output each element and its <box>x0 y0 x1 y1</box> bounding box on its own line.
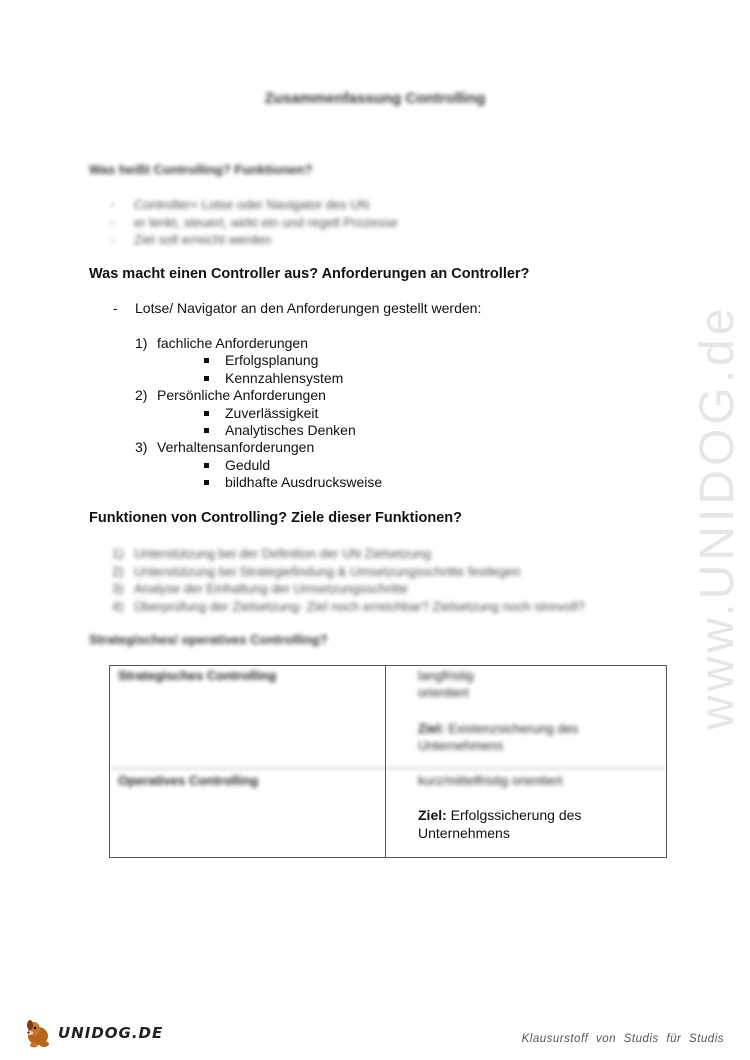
list-item: 3) Analyse der Einhaltung der Umsetzungsschritte <box>112 581 408 596</box>
table-cell: Unternehmens <box>418 825 510 841</box>
list-item: 1) fachliche Anforderungen <box>135 335 308 351</box>
bullet-icon <box>204 358 209 363</box>
list-item: - Controller= Lotse oder Navigator des UN <box>110 196 398 214</box>
intro-text: Lotse/ Navigator an den Anforderungen gestellt werden: <box>135 300 482 316</box>
list-item: 2) Persönliche Anforderungen <box>135 387 326 404</box>
list-item: 2) Unterstützung bei Strategiefindung & Umsetzungsschritte festlegen <box>112 563 521 579</box>
bullet-icon <box>204 411 209 416</box>
list-item: Analytisches Denken <box>135 422 382 439</box>
list-item: Erfolgsplanung <box>135 352 382 369</box>
bullet-icon <box>204 376 209 381</box>
table-cell: Ziel: Erfolgssicherung des <box>418 807 582 823</box>
list-item: Geduld <box>135 457 382 474</box>
section1-heading: Was heißt Controlling? Funktionen? <box>89 162 313 177</box>
section1-list <box>110 196 398 249</box>
table-cell: orientiert <box>418 685 469 700</box>
dog-icon <box>22 1016 56 1050</box>
table-cell: kurz/mittelfristig orientiert <box>418 773 563 788</box>
table-blurred-region <box>109 665 667 795</box>
list-item: bildhafte Ausdrucksweise <box>135 474 382 491</box>
section3-heading: Funktionen von Controlling? Ziele dieser Funktionen? <box>89 510 462 526</box>
unidog-logo <box>22 1016 163 1050</box>
bullet-icon <box>204 480 209 485</box>
table-cell: Unternehmens <box>418 738 504 753</box>
list-item: 1) Unterstützung bei der Definition der UN Zielsetzung <box>112 546 431 561</box>
list-item: - Ziel soll erreicht werden <box>110 231 398 249</box>
list-item: 4) Überprüfung der Zielsetzung- Ziel noch erreichbar? Zielsetzung noch sinnvoll? <box>112 598 585 614</box>
table-cell: Ziel: Existenzsicherung des <box>418 721 579 736</box>
bullet-icon <box>204 428 209 433</box>
page-title: Zusammenfassung Controlling <box>264 90 486 107</box>
footer-tagline: Klausurstoff von Studis für Studis <box>521 1033 724 1045</box>
requirements-list <box>135 335 382 492</box>
table-cell: Strategisches Controlling <box>118 668 277 683</box>
table-cell: langfristig <box>418 668 474 683</box>
logo-text: UNIDOG.DE <box>58 1024 164 1042</box>
list-item: Kennzahlensystem <box>135 370 382 387</box>
bullet-icon <box>204 463 209 468</box>
section2-heading: Was macht einen Controller aus? Anforderungen an Controller? <box>89 266 530 282</box>
table-cell: Operatives Controlling <box>118 773 259 788</box>
section3-list <box>112 545 585 615</box>
list-item: - er lenkt, steuert, wirkt ein und regelt Prozesse <box>110 214 398 232</box>
dash-marker: - <box>113 300 118 316</box>
section4-heading: Strategisches/ operatives Controlling? <box>89 632 328 647</box>
list-item: 3) Verhaltensanforderungen <box>135 439 315 456</box>
watermark: www.UNIDOG.de <box>691 304 744 730</box>
list-item: Zuverlässigkeit <box>135 405 382 422</box>
